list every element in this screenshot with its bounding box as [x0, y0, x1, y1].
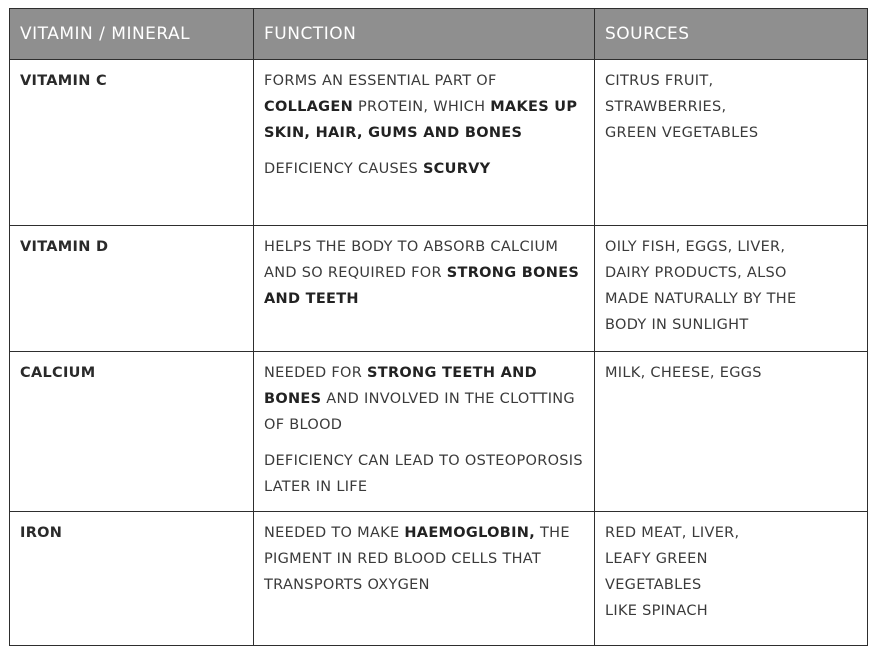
function-keyword: HAEMOGLOBIN, [404, 525, 536, 541]
source-line: STRAWBERRIES, [605, 99, 727, 115]
sources-cell [595, 60, 868, 226]
function-keyword: STRONG BONES AND TEETH [264, 265, 580, 307]
table-row [10, 60, 868, 226]
source-line: LIKE SPINACH [605, 603, 708, 619]
sources-cell [595, 226, 868, 352]
deficiency-paragraph [264, 448, 584, 500]
header-function: FUNCTION [254, 9, 595, 60]
function-paragraph [264, 68, 584, 146]
deficiency-paragraph [264, 156, 584, 182]
function-text: NEEDED TO MAKE [264, 525, 400, 541]
function-paragraph [264, 520, 584, 598]
source-line: GREEN VEGETABLES [605, 125, 759, 141]
sources-cell [595, 512, 868, 646]
function-text: HELPS THE BODY TO ABSORB CALCIUM AND SO REQUIRED FOR [264, 239, 559, 281]
function-text: NEEDED FOR [264, 365, 363, 381]
source-line: OILY FISH, EGGS, LIVER, [605, 239, 786, 255]
function-text: PROTEIN, WHICH [357, 99, 486, 115]
function-text: DEFICIENCY CAN LEAD TO OSTEOPOROSIS LATER IN LIFE [264, 453, 583, 495]
vitamin-mineral-table [9, 8, 868, 646]
table-row [10, 226, 868, 352]
function-cell [254, 512, 595, 646]
source-line: VEGETABLES [605, 577, 702, 593]
source-line: CITRUS FRUIT, [605, 73, 714, 89]
function-keyword: MAKES UP SKIN, HAIR, GUMS AND BONES [264, 99, 578, 141]
function-keyword: COLLAGEN [264, 99, 354, 115]
function-keyword: STRONG TEETH AND BONES [264, 365, 537, 407]
source-line: MILK, CHEESE, EGGS [605, 365, 762, 381]
source-line: DAIRY PRODUCTS, ALSO [605, 265, 787, 281]
table-row [10, 352, 868, 512]
function-text: AND INVOLVED IN THE CLOTTING OF BLOOD [264, 391, 575, 433]
row-name-vitamin-c: VITAMIN C [10, 60, 254, 226]
table-row [10, 512, 868, 646]
function-text: FORMS AN ESSENTIAL PART OF [264, 73, 497, 89]
row-name-vitamin-d: VITAMIN D [10, 226, 254, 352]
function-text: THE PIGMENT IN RED BLOOD CELLS THAT TRANSPORTS OXYGEN [264, 525, 570, 593]
function-text: DEFICIENCY CAUSES [264, 161, 419, 177]
function-paragraph [264, 234, 584, 312]
function-cell [254, 352, 595, 512]
row-name-calcium: CALCIUM [10, 352, 254, 512]
function-cell [254, 226, 595, 352]
header-vitamin-mineral: VITAMIN / MINERAL [10, 9, 254, 60]
source-line: MADE NATURALLY BY THE [605, 291, 797, 307]
sources-cell [595, 352, 868, 512]
row-name-iron: IRON [10, 512, 254, 646]
function-paragraph [264, 360, 584, 438]
source-line: RED MEAT, LIVER, [605, 525, 740, 541]
source-line: BODY IN SUNLIGHT [605, 317, 749, 333]
function-keyword: SCURVY [422, 161, 491, 177]
source-line: LEAFY GREEN [605, 551, 708, 567]
function-cell [254, 60, 595, 226]
table-header-row [10, 9, 868, 60]
header-sources: SOURCES [595, 9, 868, 60]
